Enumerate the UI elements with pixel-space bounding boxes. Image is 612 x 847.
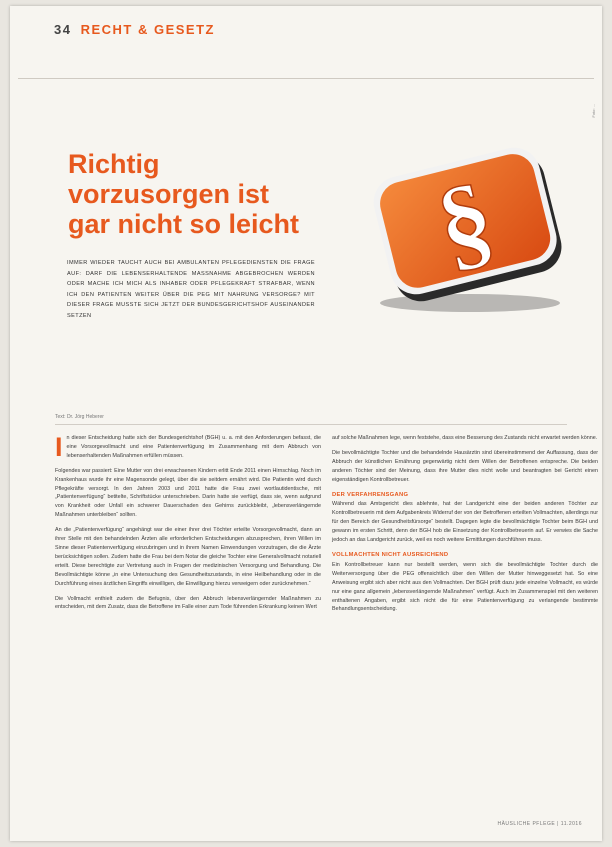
article-lead: IMMER WIEDER TAUCHT AUCH BEI AMBULANTEN PFLEGEDIENSTEN DIE FRAGE AUF: DARF DIE LEBENSERHALTENDE MASSNAHME ABGEBROCHEN WERDEN ODER MACHE ICH MICH ALS INHABER ODER PFLEGEKRAFT STRAFBAR, WENN ICH DEN PATIENTEN WEITER ÜBER DIE PEG MIT NAHRUNG VERSORGE? MIT DIESER FRAGE MUSSTE SICH JETZT DER BUNDESGERICHTSHOF AUSEINANDER SETZEN [67, 260, 315, 319]
title-line-3: gar nicht so leicht [68, 209, 300, 239]
page-number: 34 [54, 22, 72, 37]
paragraph: Die Vollmacht enthielt zudem die Befugnis, über den Abbruch lebensverlängernder Maßnahmen zu entscheiden, mit dem Zusatz, dass die Betroffene im Falle einer zum Tode führenden Erkrankung keinen Wert [55, 595, 321, 611]
magazine-page [10, 6, 602, 841]
image-credit: Foto: ... [591, 104, 596, 118]
byline: Text: Dr. Jörg Heberer [55, 414, 104, 420]
drop-cap: I [55, 432, 63, 462]
page-footer: HÄUSLICHE PFLEGE | 11.2016 [497, 821, 582, 827]
column-left [55, 434, 321, 618]
top-divider [18, 78, 594, 79]
svg-text:§: § [425, 158, 505, 285]
page-header [54, 22, 215, 37]
paragraph: auf solche Maßnahmen lege, wenn feststehe, dass eine Besserung des Zustands nicht erwartet werden könne. [332, 435, 598, 441]
paragraph [55, 434, 321, 461]
paragraph: Während das Amtsgericht dies ablehnte, hat der Landgericht eine der beiden anderen Töchter zur Kontrollbetreuerin mit dem Aufgabenkreis Widerruf der von der Betroffenen erteilten Vollmachten, allerdings nur für den Bereich der Gesundheitsfürsorge“ bestellt. Dagegen legte die bevollmächtigte Tochter beim BGH und gewann im ersten Schritt, denn der BGH hob die Einsetzung der Kontrollbetreuerin auf. Er verwies die Sache jedoch an das Landgericht zurück, weil es noch weitere Ermittlungen durchführen muss. [332, 501, 598, 544]
article-title [68, 149, 318, 239]
paragraph: Die bevollmächtigte Tochter und die behandelnde Hausärztin sind übereinstimmend der Auffassung, dass der Abbruch der künstlichen Ernährung gegenwärtig nicht dem Willen der Betroffenen entspreche. Die beiden anderen Töchter sind der Meinung, dass ihre Mutter dies nicht wolle und beantragten bei Gericht einen eigenständigen Kontrollbetreuer. [332, 449, 598, 483]
paragraph-icon [330, 138, 590, 318]
paragraph: An die „Patientenverfügung“ angehängt war die einer ihrer drei Töchter erteilte Vorsorgevollmacht, dann an ihrer Stelle mit den behandelnden Ärzten alle erforderlichen Entscheidungen abzusprechen, ihren Willen im Sinne dieser Patientenverfügung einzubringen und in ihrem Namen Einwendungen vorzutragen, die die Ärzte berücksichtigen sollen. Zudem hatte die Frau bei dem Notar die gleiche Tochter eine Generalvollmacht notariell erteilt. Diese berechtigte zur Vertretung auch in Fragen der medizinischen Versorgung und Behandlung. Die Bevollmächtigte könne „in eine Untersuchung des Gesundheitszustands, in eine Heilbehandlung oder in die Durchführung eines ärztlichen Eingriffs einwilligen, die Einwilligung hierzu verweigern oder zurücknehmen.“ [55, 527, 321, 587]
title-line-1: Richtig [68, 149, 160, 179]
section-title: RECHT & GESETZ [80, 22, 215, 37]
subheading: VOLLMACHTEN NICHT AUSREICHEND [332, 551, 449, 558]
paragraph: Ein Kontrollbetreuer kann nur bestellt werden, wenn sich die bevollmächtigte Tochter durch die Weiterversorgung über die PEG offensichtlich über den Willen der Mutter hinweggesetzt hat. So eine Anweisung ergibt sich aber nicht aus den Vollmachten. Der BGH prüft dazu jede einzelne Vollmacht, es würde nur eine ganz allgemein „lebensverlängernde Maßnahmen“ verfügt. Auch im Zusammenspiel mit den weiteren enthaltenen Angaben, ergibt sich nicht die für eine Patientenverfügung zu verlangende bestimmte Behandlungsentscheidung. [332, 561, 598, 613]
paragraph-text: n dieser Entscheidung hatte sich der Bundesgerichtshof (BGH) u. a. mit den Anforderungen befasst, die eine Vorsorgevollmacht und eine Patientenverfügung im Zusammenhang mit dem Abbruch von lebenserhaltenden Maßnahmen erfüllen müssen. [66, 435, 321, 459]
title-line-2: vorzusorgen ist [68, 179, 270, 209]
paragraph: Folgendes war passiert: Eine Mutter von drei erwachsenen Kindern erlitt Ende 2011 einen Hirnschlag. Noch im Krankenhaus wurde ihr eine Magensonde gelegt, über die sie seitdem ernährt wird. Die Patientin wird durch Pflegekräfte versorgt. In den Jahren 2003 und 2011 hatte die Frau zwei wortlautidentische, mit „Patientenverfügung“ betitelte, Schriftstücke unterschrieben. Darin hatte sie verfügt, dass sie, wenn aufgrund von Krankheit oder Unfall ein schwerer Dauerschaden des Gehirns zurückbleibt, „lebensverlängernde Maßnahmen unterbleiben“ sollten. [55, 467, 321, 519]
column-right [332, 434, 598, 620]
mid-divider [55, 424, 567, 425]
subheading: DER VERFAHRENSGANG [332, 491, 409, 498]
